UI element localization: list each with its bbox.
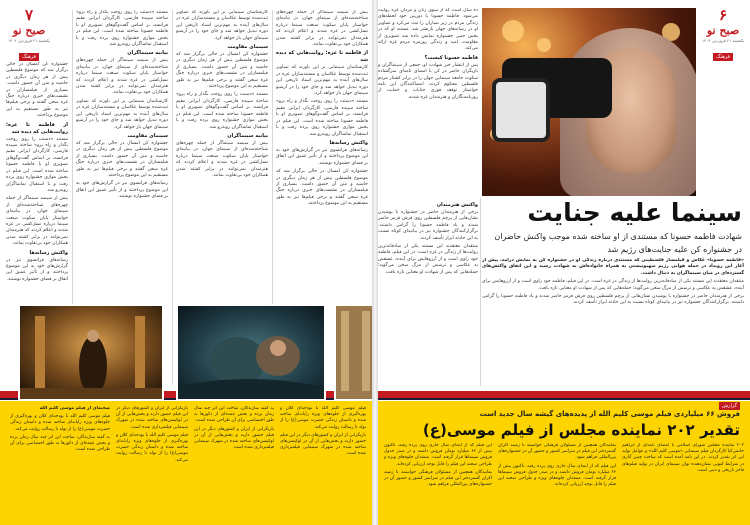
article-paragraph: بیش از سیصد سینماگر از جمله چهره‌های شناخته‌شده‌ای از سینمای جهان، در بیانیه‌ای خواستار پایان سکوت صنعت سینما درباره نسل‌کشی در غزه شدند و اعلام کردند که هنرمندان نمی‌توانند در برابر کشته شدن همکاران خود بی‌تفاوت بمانند. xyxy=(6,196,68,247)
article-paragraph: کارشناسان سینمایی بر این باورند که تصاویر ثبت‌شده توسط عکاسان و مستندسازان غزه در سال‌های آینده به مهم‌ترین اسناد تاریخی این دوره تبدیل خواهد شد و جای خود را در آرشیو سینمای جهان باز خواهد کرد. xyxy=(76,98,168,130)
right-masthead xyxy=(700,8,746,62)
article-paragraph: مستند «دستت را روی روحت بگذار و راه برو» ساخته سپیده فارسی، کارگردان ایرانی مقیم فرانسه، بر اساس گفت‌وگوهای تصویری او با فاطمه حسونا ساخته شده است. این فیلم در بخش موازی جشنواره روی پرده رفت و با استقبال تماشاگران روبه‌رو شد. xyxy=(276,99,368,137)
lead-text: «فاطمه حسونا» عکاس و فیلمساز فلسطینی که مستندی درباره زندگی او در جشنواره کن به نمایش درآمد، پیش از آغاز این رویداد در حمله هوایی رژیم صهیونیستی به همراه خانواده‌اش به شهادت رسید و این اتفاق واکنش‌های گسترده‌ای در میان سینماگران به دنبال داشت. xyxy=(482,258,744,276)
article-paragraph: رسانه‌های فرانسوی نیز در گزارش‌های خود به این موضوع پرداختند و از تأثیر عمیق این اتفاق بر فضای جشنواره نوشتند. xyxy=(6,257,68,282)
right-lower-column xyxy=(378,200,478,386)
section-heading: بیانیه سینماگران xyxy=(127,50,168,57)
article-paragraph: ده سال است که از سوی زنان و مردان غزه روایت می‌شود. فاطمه حسونا با دوربین خود لحظه‌های زندگی مردم در زیر بمباران را ثبت می‌کرد و تصاویر او در رسانه‌های جهان بازنشر شد. مستند او که در بخش جنبی جشنواره نمایش داده شد تصویری از مقاومت، امید و زندگی روزمره مردم غزه ارائه می‌کند. xyxy=(378,8,478,52)
article-paragraph: بازیگرانی از ایران و کشورهای دیگر در این فیلم حضور دارند و بخش‌هایی از آن در لوکیشن‌های ساخته شده در شهرک سینمایی فیلمبرداری شده است. xyxy=(194,426,274,451)
camera-lens-icon xyxy=(492,78,550,142)
article-paragraph: برخی از هنرمندان حاضر در جشنواره با پوشیدن نشان‌هایی از پرچم فلسطین روی فرش قرمز حاضر شدند و یاد فاطمه حسونا را گرامی داشتند. برگزارکنندگان جشنواره نیز در بیانیه‌ای کوتاه نسبت به این حادثه ابراز تأسف کردند. xyxy=(378,210,478,241)
article-paragraph: بیش از سیصد سینماگر از جمله چهره‌های شناخته‌شده‌ای از سینمای جهان، در بیانیه‌ای خواستار پایان سکوت صنعت سینما درباره نسل‌کشی در غزه شدند و اعلام کردند که هنرمندان نمی‌توانند در برابر کشته شدن همکاران خود بی‌تفاوت بمانند. xyxy=(276,10,368,48)
section-heading: واکنش هنرمندان xyxy=(436,202,478,208)
article-paragraph: کارشناسان سینمایی بر این باورند که تصاویر ثبت‌شده توسط عکاسان و مستندسازان غزه در سال‌های آینده به مهم‌ترین اسناد تاریخی این دوره تبدیل خواهد شد و جای خود را در آرشیو سینمای جهان باز خواهد کرد. xyxy=(276,65,368,97)
bottom-right-column-1 xyxy=(384,443,492,521)
photo-caption: صحنه‌ای از فیلم موسی کلیم الله xyxy=(39,406,110,411)
section-divider-band xyxy=(378,391,750,398)
article-paragraph: بیش از سیصد سینماگر از جمله چهره‌های شناخته‌شده‌ای از سینمای جهان، در بیانیه‌ای خواستار پایان سکوت صنعت سینما درباره نسل‌کشی در غزه شدند و اعلام کردند که هنرمندان نمی‌توانند در برابر کشته شدن همکاران خود بی‌تفاوت بمانند. xyxy=(176,140,268,178)
article-paragraph: این فیلم که از ابتدای سال جاری روی پرده رفته، تاکنون بیش از ۶۶ میلیارد تومان فروش داشته و در صدر جدول فروش سینماها قرار گرفته است. منتقدان جلوه‌های ویژه و طراحی صحنه این فیلم را قابل توجه ارزیابی کرده‌اند. xyxy=(384,443,492,467)
bottom-headline: تقدیر ۲۰۲ نماینده مجلس از فیلم موسی(ع) xyxy=(422,421,740,439)
right-page xyxy=(378,0,750,525)
article-paragraph: پس از انتشار خبر شهادت او، جمعی از سینماگران و بازیگران حاضر در کن با امضای نامه‌ای سرگشاده سکوت جامعه سینمایی جهان را در برابر کشتار مردم فلسطین محکوم کردند. امضاکنندگان این نامه خواستار توقف فوری جنایات و حمایت از روزنامه‌نگاران و هنرمندان غزه شدند. xyxy=(378,62,478,100)
bottom-top-line: فروش ۶۶ میلیاردی فیلم موسی کلیم الله از پدیده‌های گیشه سال جدید است xyxy=(479,410,740,418)
right-upper-column xyxy=(378,8,478,196)
article-paragraph: منتقدان معتقدند این مستند یکی از صادقانه‌ترین روایت‌ها از زندگی در غزه است. در این فیلم، فاطمه خود راوی است و از آرزوهایش برای آینده، عشقش به عکاسی و ترسش از مرگ سخن می‌گوید؛ جمله‌هایی که پس از شهادت او معنایی تازه یافت. xyxy=(482,279,744,291)
bokeh-light xyxy=(537,38,551,52)
article-paragraph: برخی از هنرمندان حاضر در جشنواره با پوشیدن نشان‌هایی از پرچم فلسطین روی فرش قرمز حاضر شدند و یاد فاطمه حسونا را گرامی داشتند. برگزارکنندگان جشنواره نیز در بیانیه‌ای کوتاه نسبت به این حادثه ابراز تأسف کردند. xyxy=(482,294,744,306)
article-paragraph: رسانه‌های فرانسوی نیز در گزارش‌های خود به این موضوع پرداختند و از تأثیر عمیق این اتفاق بر فضای جشنواره نوشتند. xyxy=(76,181,168,200)
article-paragraph: بازیگرانی از ایران و کشورهای دیگر در این فیلم حضور دارند و بخش‌هایی از آن در لوکیشن‌های ساخته شده در شهرک سینمایی فیلمبرداری شده است. xyxy=(116,406,188,430)
lead-paragraph xyxy=(482,258,744,386)
article-paragraph: ۲۰۲ نماینده مجلس شورای اسلامی با امضای نامه‌ای از ابراهیم حاتمی‌کیا کارگردان فیلم سینمایی «موسی کلیم الله» و عوامل تولید این اثر تقدیر کردند. در این نامه آمده است که ساخت چنین آثاری در شرایط کنونی نشان‌دهنده توان سینمای ایران در تولید فیلم‌های فاخر تاریخی و دینی است. xyxy=(622,443,744,473)
bottom-kicker: گزارش xyxy=(719,402,740,410)
section-heading: از فاطمه تا غزه؛ روایت‌هایی که دیده شد xyxy=(276,50,368,64)
article-paragraph: جشنواره کن امسال در حالی برگزار شد که موضوع فلسطین بیش از هر زمان دیگری در حاشیه و متن آن حضور داشت. بسیاری از فیلمسازان در نشست‌های خبری درباره جنگ غزه سخن گفتند و برخی فیلم‌ها نیز به طور مستقیم به این موضوع پرداختند. xyxy=(276,169,368,207)
article-paragraph: بیش از سیصد سینماگر از جمله چهره‌های شناخته‌شده‌ای از سینمای جهان، در بیانیه‌ای خواستار پایان سکوت صنعت سینما درباره نسل‌کشی در غزه شدند و اعلام کردند که هنرمندان نمی‌توانند در برابر کشته شدن همکاران خود بی‌تفاوت بمانند. xyxy=(76,58,168,96)
section-heading: واکنش رسانه‌ها xyxy=(329,139,368,146)
date-line: یکشنبه ۲۱ فروردین ۱۴۰۴ xyxy=(7,38,51,43)
article-paragraph: مستند «دستت را روی روحت بگذار و راه برو» ساخته سپیده فارسی، کارگردان ایرانی مقیم فرانسه، بر اساس گفت‌وگوهای تصویری او با فاطمه حسونا ساخته شده است. این فیلم در بخش موازی جشنواره روی پرده رفت و با استقبال تماشاگران روبه‌رو شد. xyxy=(176,92,268,130)
bottom-column-2 xyxy=(116,406,188,520)
column-divider xyxy=(172,10,173,385)
section-heading: سینمای مقاومت xyxy=(127,132,168,139)
article-paragraph: به گفته سازندگان، ساخت این اثر چند سال زمان برده و بخش عمده‌ای از دکورها به طور اختصاصی برای آن طراحی شده است. xyxy=(194,406,274,424)
bottom-right-column-3 xyxy=(622,443,744,521)
article-paragraph: به گفته سازندگان، ساخت این اثر چند سال زمان برده و بخش عمده‌ای از دکورها به طور اختصاصی برای آن طراحی شده است. xyxy=(10,434,110,453)
article-paragraph: فیلم موسی کلیم الله با بودجه‌ای کلان و بهره‌گیری از جلوه‌های ویژه رایانه‌ای ساخته شده و داستان زندگی حضرت موسی(ع) را از تولد تا رسالت روایت می‌کند. xyxy=(280,406,366,430)
column-divider xyxy=(480,198,481,386)
film-still-photo xyxy=(18,304,164,401)
brand-logo: صبح نو xyxy=(706,24,740,37)
article-paragraph: کارشناسان سینمایی بر این باورند که تصاویر ثبت‌شده توسط عکاسان و مستندسازان غزه در سال‌های آینده به مهم‌ترین اسناد تاریخی این دوره تبدیل خواهد شد و جای خود را در آرشیو سینمای جهان باز خواهد کرد. xyxy=(176,10,268,41)
article-paragraph: رسانه‌های فرانسوی نیز در گزارش‌های خود به این موضوع پرداختند و از تأثیر عمیق این اتفاق بر فضای جشنواره نوشتند. xyxy=(276,147,368,166)
article-paragraph: مستند «دستت را روی روحت بگذار و راه برو» ساخته سپیده فارسی، کارگردان ایرانی مقیم فرانسه، بر اساس گفت‌وگوهای تصویری او با فاطمه حسونا ساخته شده است. این فیلم در بخش موازی جشنواره روی پرده رفت و با استقبال تماشاگران روبه‌رو شد. xyxy=(6,136,68,193)
section-heading: واکنش رسانه‌ها xyxy=(29,249,68,256)
date-line: یکشنبه ۲۱ فروردین ۱۴۰۴ xyxy=(701,38,745,43)
bottom-right-column-2 xyxy=(498,443,616,521)
section-tag: فرهنگ xyxy=(713,53,733,61)
hero-photo-photographer xyxy=(482,8,696,196)
section-heading: فاطمه حسونا کیست؟ xyxy=(424,54,478,61)
section-heading: سینمای مقاومت xyxy=(227,44,268,51)
article-paragraph: جشنواره کن امسال در حالی برگزار شد که موضوع فلسطین بیش از هر زمان دیگری در حاشیه و متن آن حضور داشت. بسیاری از فیلمسازان در نشست‌های خبری درباره جنگ غزه سخن گفتند و برخی فیلم‌ها نیز به طور مستقیم به این موضوع پرداختند. xyxy=(176,52,268,90)
page-number: ۶ xyxy=(718,6,728,24)
page-number: ۷ xyxy=(24,6,34,24)
article-paragraph: فیلم موسی کلیم الله با بودجه‌ای کلان و بهره‌گیری از جلوه‌های ویژه رایانه‌ای ساخته شده و داستان زندگی حضرت موسی(ع) را از تولد تا رسالت روایت می‌کند. xyxy=(116,432,188,463)
subheadline-line-2: در جشنواره کن علیه جنایت‌های رژیم شد xyxy=(607,245,742,254)
bottom-column-3 xyxy=(194,406,274,520)
film-still-photo-edge xyxy=(334,304,372,401)
bottom-column-1 xyxy=(10,406,110,520)
article-paragraph: این فیلم که از ابتدای سال جاری روی پرده رفته، تاکنون بیش از ۶۶ میلیارد تومان فروش داشته و در صدر جدول فروش سینماها قرار گرفته است. منتقدان جلوه‌های ویژه و طراحی صحنه این فیلم را قابل توجه ارزیابی کرده‌اند. xyxy=(498,463,616,488)
left-page xyxy=(0,0,372,525)
bottom-column-4 xyxy=(280,406,366,520)
article-paragraph: نمایندگان همچنین از مسئولان فرهنگی خواستند تا زمینه اکران گسترده‌تر این فیلم در سراسر کشور و حضور آن در جشنواره‌های بین‌المللی فراهم شود. xyxy=(384,469,492,488)
article-paragraph: مستند «دستت را روی روحت بگذار و راه برو» ساخته سپیده فارسی، کارگردان ایرانی مقیم فرانسه، بر اساس گفت‌وگوهای تصویری او با فاطمه حسونا ساخته شده است. این فیلم در بخش موازی جشنواره روی پرده رفت و با استقبال تماشاگران روبه‌رو شد. xyxy=(76,10,168,48)
article-paragraph: جشنواره کن امسال در حالی برگزار شد که موضوع فلسطین بیش از هر زمان دیگری در حاشیه و متن آن حضور داشت. بسیاری از فیلمسازان در نشست‌های خبری درباره جنگ غزه سخن گفتند و برخی فیلم‌ها نیز به طور مستقیم به این موضوع پرداختند. xyxy=(6,62,68,119)
subheadline-line-1: شهادت فاطمه حسونا که مستندی از او ساخته شده موجب واکنش حاضران xyxy=(494,232,742,241)
section-heading: از فاطمه تا غزه؛ روایت‌هایی که دیده شد xyxy=(6,121,68,135)
left-masthead xyxy=(6,8,52,62)
article-paragraph: فیلم موسی کلیم الله با بودجه‌ای کلان و بهره‌گیری از جلوه‌های ویژه رایانه‌ای ساخته شده و داستان زندگی حضرت موسی(ع) را از تولد تا رسالت روایت می‌کند. xyxy=(10,414,110,432)
brand-logo: صبح نو xyxy=(12,24,46,37)
section-heading: بیانیه سینماگران xyxy=(227,132,268,139)
article-paragraph: منتقدان معتقدند این مستند یکی از صادقانه‌ترین روایت‌ها از زندگی در غزه است. در این فیلم، فاطمه خود راوی است و از آرزوهایش برای آینده، عشقش به عکاسی و ترسش از مرگ سخن می‌گوید؛ جمله‌هایی که پس از شهادت او معنایی تازه یافت. xyxy=(378,244,478,275)
article-paragraph: جشنواره کن امسال در حالی برگزار شد که موضوع فلسطین بیش از هر زمان دیگری در حاشیه و متن آن حضور داشت. بسیاری از فیلمسازان در نشست‌های خبری درباره جنگ غزه سخن گفتند و برخی فیلم‌ها نیز به طور مستقیم به این موضوع پرداختند. xyxy=(76,140,168,178)
main-headline: سینما علیه جنایت xyxy=(527,198,742,227)
section-tag: فرهنگ xyxy=(19,53,39,61)
film-still-photo xyxy=(176,304,326,401)
section-divider-line xyxy=(378,398,750,400)
article-paragraph: نمایندگان همچنین از مسئولان فرهنگی خواستند تا زمینه اکران گسترده‌تر این فیلم در سراسر کشور و حضور آن در جشنواره‌های بین‌المللی فراهم شود. xyxy=(498,443,616,461)
bokeh-light xyxy=(502,20,524,42)
article-paragraph: بازیگرانی از ایران و کشورهای دیگر در این فیلم حضور دارند و بخش‌هایی از آن در لوکیشن‌های ساخته شده در شهرک سینمایی فیلمبرداری شده است. xyxy=(280,432,366,457)
